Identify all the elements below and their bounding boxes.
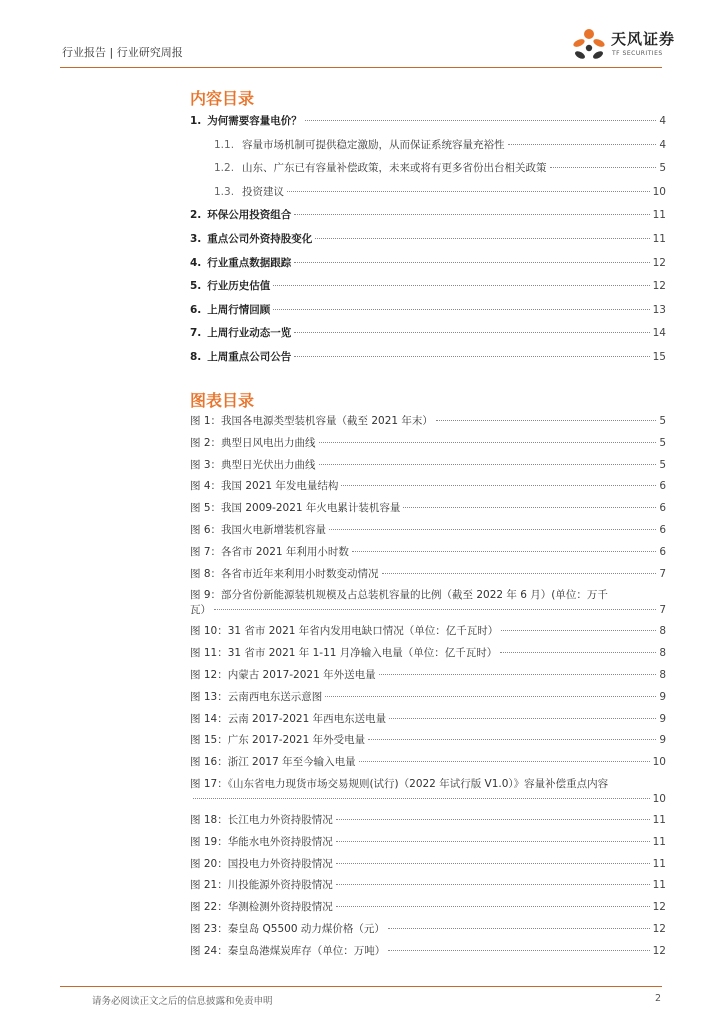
toc-item-label: 上周行情回顾 bbox=[207, 303, 271, 316]
leader-dots bbox=[319, 442, 657, 443]
figure-item-page: 7 bbox=[659, 567, 666, 580]
tf-logo-icon bbox=[569, 26, 609, 66]
figure-item-label: 图 11：31 省市 2021 年 1-11 月净输入电量（单位：亿千瓦时） bbox=[190, 647, 498, 660]
leader-dots bbox=[389, 718, 656, 719]
figure-item-label: 图 9：部分省份新能源装机规模及占总装机容量的比例（截至 2022 年 6 月）(单位：万千 bbox=[190, 589, 608, 602]
toc-item-label: 上周重点公司公告 bbox=[207, 350, 292, 363]
toc-item-label: 容量市场机制可提供稳定激励，从而保证系统容量充裕性 bbox=[242, 138, 505, 151]
figure-item[interactable] bbox=[190, 875, 666, 897]
leader-dots bbox=[273, 285, 649, 286]
logo-subtitle: TF SECURITIES bbox=[612, 50, 663, 57]
toc-item-number: 3. bbox=[190, 232, 202, 245]
toc-item[interactable] bbox=[190, 110, 666, 134]
leader-dots bbox=[436, 420, 656, 421]
toc-title: 内容目录 bbox=[190, 89, 255, 108]
figure-item-label-cont: 瓦） bbox=[190, 604, 211, 617]
figure-item-page: 11 bbox=[652, 857, 666, 870]
figure-item[interactable] bbox=[190, 730, 666, 752]
leader-dots bbox=[341, 485, 656, 486]
toc-item-label: 上周行业动态一览 bbox=[207, 327, 292, 340]
toc-item-page: 13 bbox=[652, 303, 666, 316]
figure-item[interactable] bbox=[190, 498, 666, 520]
page-number: 2 bbox=[655, 993, 662, 1004]
leader-dots bbox=[388, 950, 649, 951]
figure-item[interactable] bbox=[190, 919, 666, 941]
figure-item[interactable] bbox=[190, 832, 666, 854]
figure-item[interactable] bbox=[190, 687, 666, 709]
figure-item[interactable] bbox=[190, 433, 666, 455]
figure-item-page: 6 bbox=[659, 523, 666, 536]
footer-divider bbox=[60, 986, 662, 987]
figure-item-label: 图 15：广东 2017-2021 年外受电量 bbox=[190, 734, 366, 747]
figure-item-label: 图 21：川投能源外资持股情况 bbox=[190, 879, 333, 892]
toc-item[interactable] bbox=[190, 322, 666, 346]
toc-item[interactable] bbox=[190, 228, 666, 252]
leader-dots bbox=[193, 798, 650, 799]
figure-item-label: 图 8：各省市近年来利用小时数变动情况 bbox=[190, 567, 379, 580]
figure-item-label: 图 2：典型日风电出力曲线 bbox=[190, 436, 316, 449]
toc-item-number: 6. bbox=[190, 303, 202, 316]
figure-item-page: 10 bbox=[652, 792, 666, 805]
toc-item-label: 重点公司外资持股变化 bbox=[207, 232, 313, 245]
leader-dots bbox=[294, 214, 649, 215]
toc-item-number: 2. bbox=[190, 209, 202, 222]
toc-item-number: 8. bbox=[190, 350, 202, 363]
figure-item-page: 10 bbox=[652, 756, 666, 769]
figure-item[interactable] bbox=[190, 897, 666, 919]
figure-item-page: 12 bbox=[652, 901, 666, 914]
leader-dots bbox=[305, 120, 657, 121]
figure-item-page: 8 bbox=[659, 668, 666, 681]
figure-item-page: 7 bbox=[659, 604, 666, 617]
figure-item-page: 8 bbox=[659, 625, 666, 638]
leader-dots bbox=[382, 573, 657, 574]
toc-item-number: 1.3. bbox=[214, 185, 235, 198]
figure-item[interactable] bbox=[190, 643, 666, 665]
figure-item-page: 5 bbox=[659, 458, 666, 471]
leader-dots bbox=[325, 696, 656, 697]
figure-item[interactable] bbox=[190, 774, 666, 810]
toc-list bbox=[190, 110, 666, 370]
leader-dots bbox=[379, 674, 657, 675]
toc-item-page: 11 bbox=[652, 232, 666, 245]
toc-item[interactable] bbox=[190, 252, 666, 276]
toc-item-number: 1. bbox=[190, 115, 202, 127]
figure-item-label: 图 1：我国各电源类型装机容量（截至 2021 年末） bbox=[190, 415, 433, 427]
toc-item-page: 4 bbox=[659, 115, 666, 127]
figure-item[interactable] bbox=[190, 709, 666, 731]
figure-item[interactable] bbox=[190, 455, 666, 477]
disclaimer-link[interactable]: 请务必阅读正文之后的信息披露和免责申明 bbox=[92, 996, 273, 1007]
figure-item-label: 图 13：云南西电东送示意图 bbox=[190, 690, 323, 703]
figure-item[interactable] bbox=[190, 520, 666, 542]
leader-dots bbox=[294, 332, 649, 333]
toc-item-page: 11 bbox=[652, 209, 666, 222]
figure-item-label: 图 6：我国火电新增装机容量 bbox=[190, 523, 327, 536]
leader-dots bbox=[336, 863, 650, 864]
figure-item-label: 图 4：我国 2021 年发电量结构 bbox=[190, 480, 339, 493]
leader-dots bbox=[352, 551, 656, 552]
figures-list bbox=[190, 411, 666, 963]
figure-item-page: 12 bbox=[652, 944, 666, 957]
leader-dots bbox=[403, 507, 656, 508]
figure-item-page: 11 bbox=[652, 879, 666, 892]
figure-item[interactable] bbox=[190, 810, 666, 832]
figure-item-page: 5 bbox=[659, 436, 666, 449]
figure-item-page: 9 bbox=[659, 690, 666, 703]
figure-item[interactable] bbox=[190, 585, 666, 621]
figure-item-page: 9 bbox=[659, 712, 666, 725]
figure-item-label: 图 17：《山东省电力现货市场交易规则(试行)（2022 年试行版 V1.0）》容量补偿重点内容 bbox=[190, 777, 609, 790]
figure-item-label: 图 3：典型日光伏出力曲线 bbox=[190, 458, 316, 471]
toc-item-page: 12 bbox=[652, 256, 666, 269]
company-logo bbox=[569, 26, 679, 66]
figure-item-label: 图 16：浙江 2017 年至今输入电量 bbox=[190, 756, 356, 769]
toc-item-page: 15 bbox=[652, 350, 666, 363]
logo-name: 天风证券 bbox=[611, 30, 676, 48]
leader-dots bbox=[368, 739, 656, 740]
figures-title: 图表目录 bbox=[190, 391, 255, 410]
figure-item[interactable] bbox=[190, 621, 666, 643]
figure-item[interactable] bbox=[190, 854, 666, 876]
figure-item-label: 图 22：华测检测外资持股情况 bbox=[190, 901, 333, 914]
figure-item-label: 图 14：云南 2017-2021 年西电东送电量 bbox=[190, 712, 387, 725]
toc-item-label: 环保公用投资组合 bbox=[207, 209, 292, 222]
toc-item[interactable] bbox=[190, 157, 666, 181]
leader-dots bbox=[273, 309, 649, 310]
figure-item-label: 图 20：国投电力外资持股情况 bbox=[190, 857, 333, 870]
figure-item-label: 图 23：秦皇岛 Q5500 动力煤价格（元） bbox=[190, 922, 385, 935]
figure-item-label: 图 19：华能水电外资持股情况 bbox=[190, 835, 333, 848]
leader-dots bbox=[336, 841, 650, 842]
figure-item-label: 图 7：各省市 2021 年利用小时数 bbox=[190, 545, 349, 558]
figure-item-page: 11 bbox=[652, 835, 666, 848]
leader-dots bbox=[294, 356, 649, 357]
figure-item-page: 6 bbox=[659, 545, 666, 558]
figure-item-page: 5 bbox=[659, 415, 666, 427]
leader-dots bbox=[500, 652, 656, 653]
figure-item-page: 6 bbox=[659, 480, 666, 493]
leader-dots bbox=[508, 144, 657, 145]
leader-dots bbox=[287, 191, 650, 192]
figure-item-page: 12 bbox=[652, 922, 666, 935]
figure-item-label: 图 18：长江电力外资持股情况 bbox=[190, 813, 333, 826]
toc-item-page: 14 bbox=[652, 327, 666, 340]
leader-dots bbox=[336, 884, 650, 885]
toc-item-number: 1.2. bbox=[214, 162, 235, 175]
toc-item-page: 5 bbox=[659, 162, 666, 175]
toc-item-number: 5. bbox=[190, 280, 202, 293]
report-category: 行业报告 | 行业研究周报 bbox=[62, 46, 183, 59]
figure-item[interactable] bbox=[190, 476, 666, 498]
toc-item[interactable] bbox=[190, 181, 666, 205]
toc-item-label: 行业历史估值 bbox=[207, 280, 271, 293]
figure-item-label: 图 5：我国 2009-2021 年火电累计装机容量 bbox=[190, 502, 401, 515]
toc-item-page: 10 bbox=[652, 185, 666, 198]
leader-dots bbox=[336, 819, 650, 820]
leader-dots bbox=[315, 238, 649, 239]
leader-dots bbox=[359, 761, 650, 762]
header-divider bbox=[60, 67, 662, 68]
figure-item[interactable] bbox=[190, 941, 666, 963]
leader-dots bbox=[336, 906, 650, 907]
figure-item-label: 图 24：秦皇岛港煤炭库存（单位：万吨） bbox=[190, 944, 386, 957]
toc-item-label: 为何需要容量电价？ bbox=[207, 115, 302, 127]
toc-item[interactable] bbox=[190, 204, 666, 228]
toc-item-page: 12 bbox=[652, 280, 666, 293]
toc-item-page: 4 bbox=[659, 138, 666, 151]
leader-dots bbox=[294, 262, 649, 263]
figure-item-page: 6 bbox=[659, 502, 666, 515]
figure-item-page: 8 bbox=[659, 647, 666, 660]
toc-item[interactable] bbox=[190, 299, 666, 323]
leader-dots bbox=[388, 928, 650, 929]
figure-item-page: 11 bbox=[652, 813, 666, 826]
figure-item[interactable] bbox=[190, 542, 666, 564]
leader-dots bbox=[550, 167, 657, 168]
leader-dots bbox=[329, 529, 656, 530]
toc-item-number: 1.1. bbox=[214, 138, 235, 151]
figure-item-label: 图 10：31 省市 2021 年省内发用电缺口情况（单位：亿千瓦时） bbox=[190, 625, 499, 638]
figure-item-label: 图 12：内蒙古 2017-2021 年外送电量 bbox=[190, 668, 376, 681]
toc-item-number: 4. bbox=[190, 256, 202, 269]
toc-item[interactable] bbox=[190, 134, 666, 158]
figure-item[interactable] bbox=[190, 411, 666, 433]
toc-item[interactable] bbox=[190, 275, 666, 299]
leader-dots bbox=[319, 464, 657, 465]
leader-dots bbox=[214, 609, 656, 610]
toc-item-label: 行业重点数据跟踪 bbox=[207, 256, 292, 269]
toc-item-number: 7. bbox=[190, 327, 202, 340]
toc-item[interactable] bbox=[190, 346, 666, 370]
figure-item[interactable] bbox=[190, 564, 666, 586]
leader-dots bbox=[501, 630, 656, 631]
figure-item[interactable] bbox=[190, 665, 666, 687]
toc-item-label: 投资建议 bbox=[242, 185, 285, 198]
figure-item[interactable] bbox=[190, 752, 666, 774]
figure-item-page: 9 bbox=[659, 734, 666, 747]
toc-item-label: 山东、广东已有容量补偿政策，未来或将有更多省份出台相关政策 bbox=[242, 162, 547, 175]
